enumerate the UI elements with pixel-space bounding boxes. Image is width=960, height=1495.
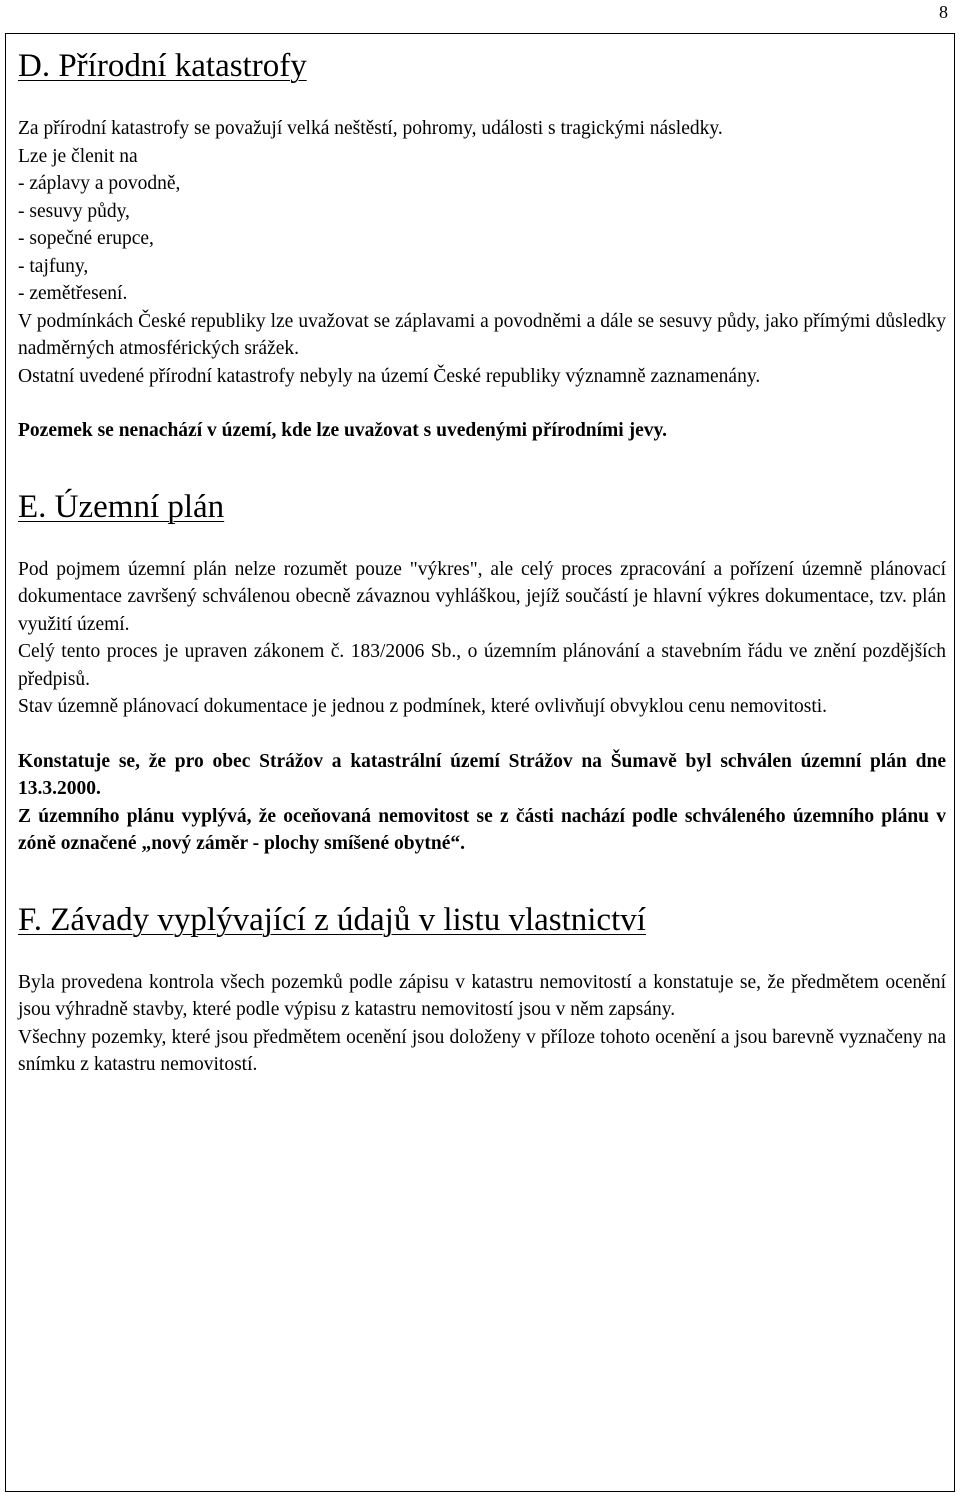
page-number: 8 bbox=[939, 2, 948, 22]
section-e-heading: E. Územní plán bbox=[18, 488, 225, 525]
section-e-conclusion-zone: Z územního plánu vyplývá, že oceňovaná nemovitost se z části nachází podle schváleného územního plánu v zóně označené „nový záměr - plochy smíšené obytné“. bbox=[18, 805, 946, 854]
section-d-conclusion: Pozemek se nenachází v území, kde lze uvažovat s uvedenými přírodními jevy. bbox=[18, 420, 668, 441]
paragraph-plots: Všechny pozemky, které jsou předmětem ocenění jsou doloženy v příloze tohoto ocenění a jsou barevně vyznačeny na snímku z katastru nemovitostí. bbox=[18, 1026, 946, 1075]
paragraph-law: Celý tento proces je upraven zákonem č. 183/2006 Sb., o územním plánování a stavebním řádu ve znění pozdějších předpisů. bbox=[18, 641, 946, 690]
paragraph-status: Stav územně plánovací dokumentace je jednou z podmínek, které ovlivňují obvyklou cenu nemovitosti. bbox=[18, 696, 828, 717]
paragraph-other-disasters: Ostatní uvedené přírodní katastrofy nebyly na území České republiky významně zaznamenány. bbox=[18, 365, 761, 387]
list-item: - sesuvy půdy, bbox=[18, 200, 130, 222]
section-d-heading: D. Přírodní katastrofy bbox=[18, 48, 307, 84]
list-item: - tajfuny, bbox=[18, 255, 89, 277]
intro-line: Za přírodní katastrofy se považují velká neštěstí, pohromy, události s tragickými následky. bbox=[18, 118, 723, 139]
section-zoning-plan bbox=[18, 485, 946, 858]
section-f-heading: F. Závady vyplývající z údajů v listu vlastnictví bbox=[18, 901, 646, 938]
paragraph-definition: Pod pojmem územní plán nelze rozumět pouze "výkres", ale celý proces zpracování a pořízení územně plánovací dokumentace završený schválenou obecně závaznou vyhláškou, jejíž součástí je hlavní výkres dokumentace, tzv. plán využití území. bbox=[18, 558, 946, 635]
intro-line: Lze je členit na bbox=[18, 145, 138, 167]
list-item: - záplavy a povodně, bbox=[18, 173, 181, 194]
section-ownership-defects bbox=[18, 898, 946, 1079]
section-natural-disasters bbox=[18, 44, 946, 445]
list-item: - zemětřesení. bbox=[18, 283, 128, 304]
paragraph-republic: V podmínkách České republiky lze uvažovat se záplavami a povodněmi a dále se sesuvy půdy, jako přímými důsledky nadměrných atmosférických srážek. bbox=[18, 310, 946, 359]
section-e-conclusion-approval: Konstatuje se, že pro obec Strážov a katastrální území Strážov na Šumavě byl schválen územní plán dne 13.3.2000. bbox=[18, 750, 946, 799]
list-item: - sopečné erupce, bbox=[18, 228, 154, 249]
document-body bbox=[18, 44, 946, 1079]
paragraph-check: Byla provedena kontrola všech pozemků podle zápisu v katastru nemovitostí a konstatuje se, že předmětem ocenění jsou výhradně stavby, které podle výpisu z katastru nemovitostí jsou v něm zapsány. bbox=[18, 971, 946, 1020]
